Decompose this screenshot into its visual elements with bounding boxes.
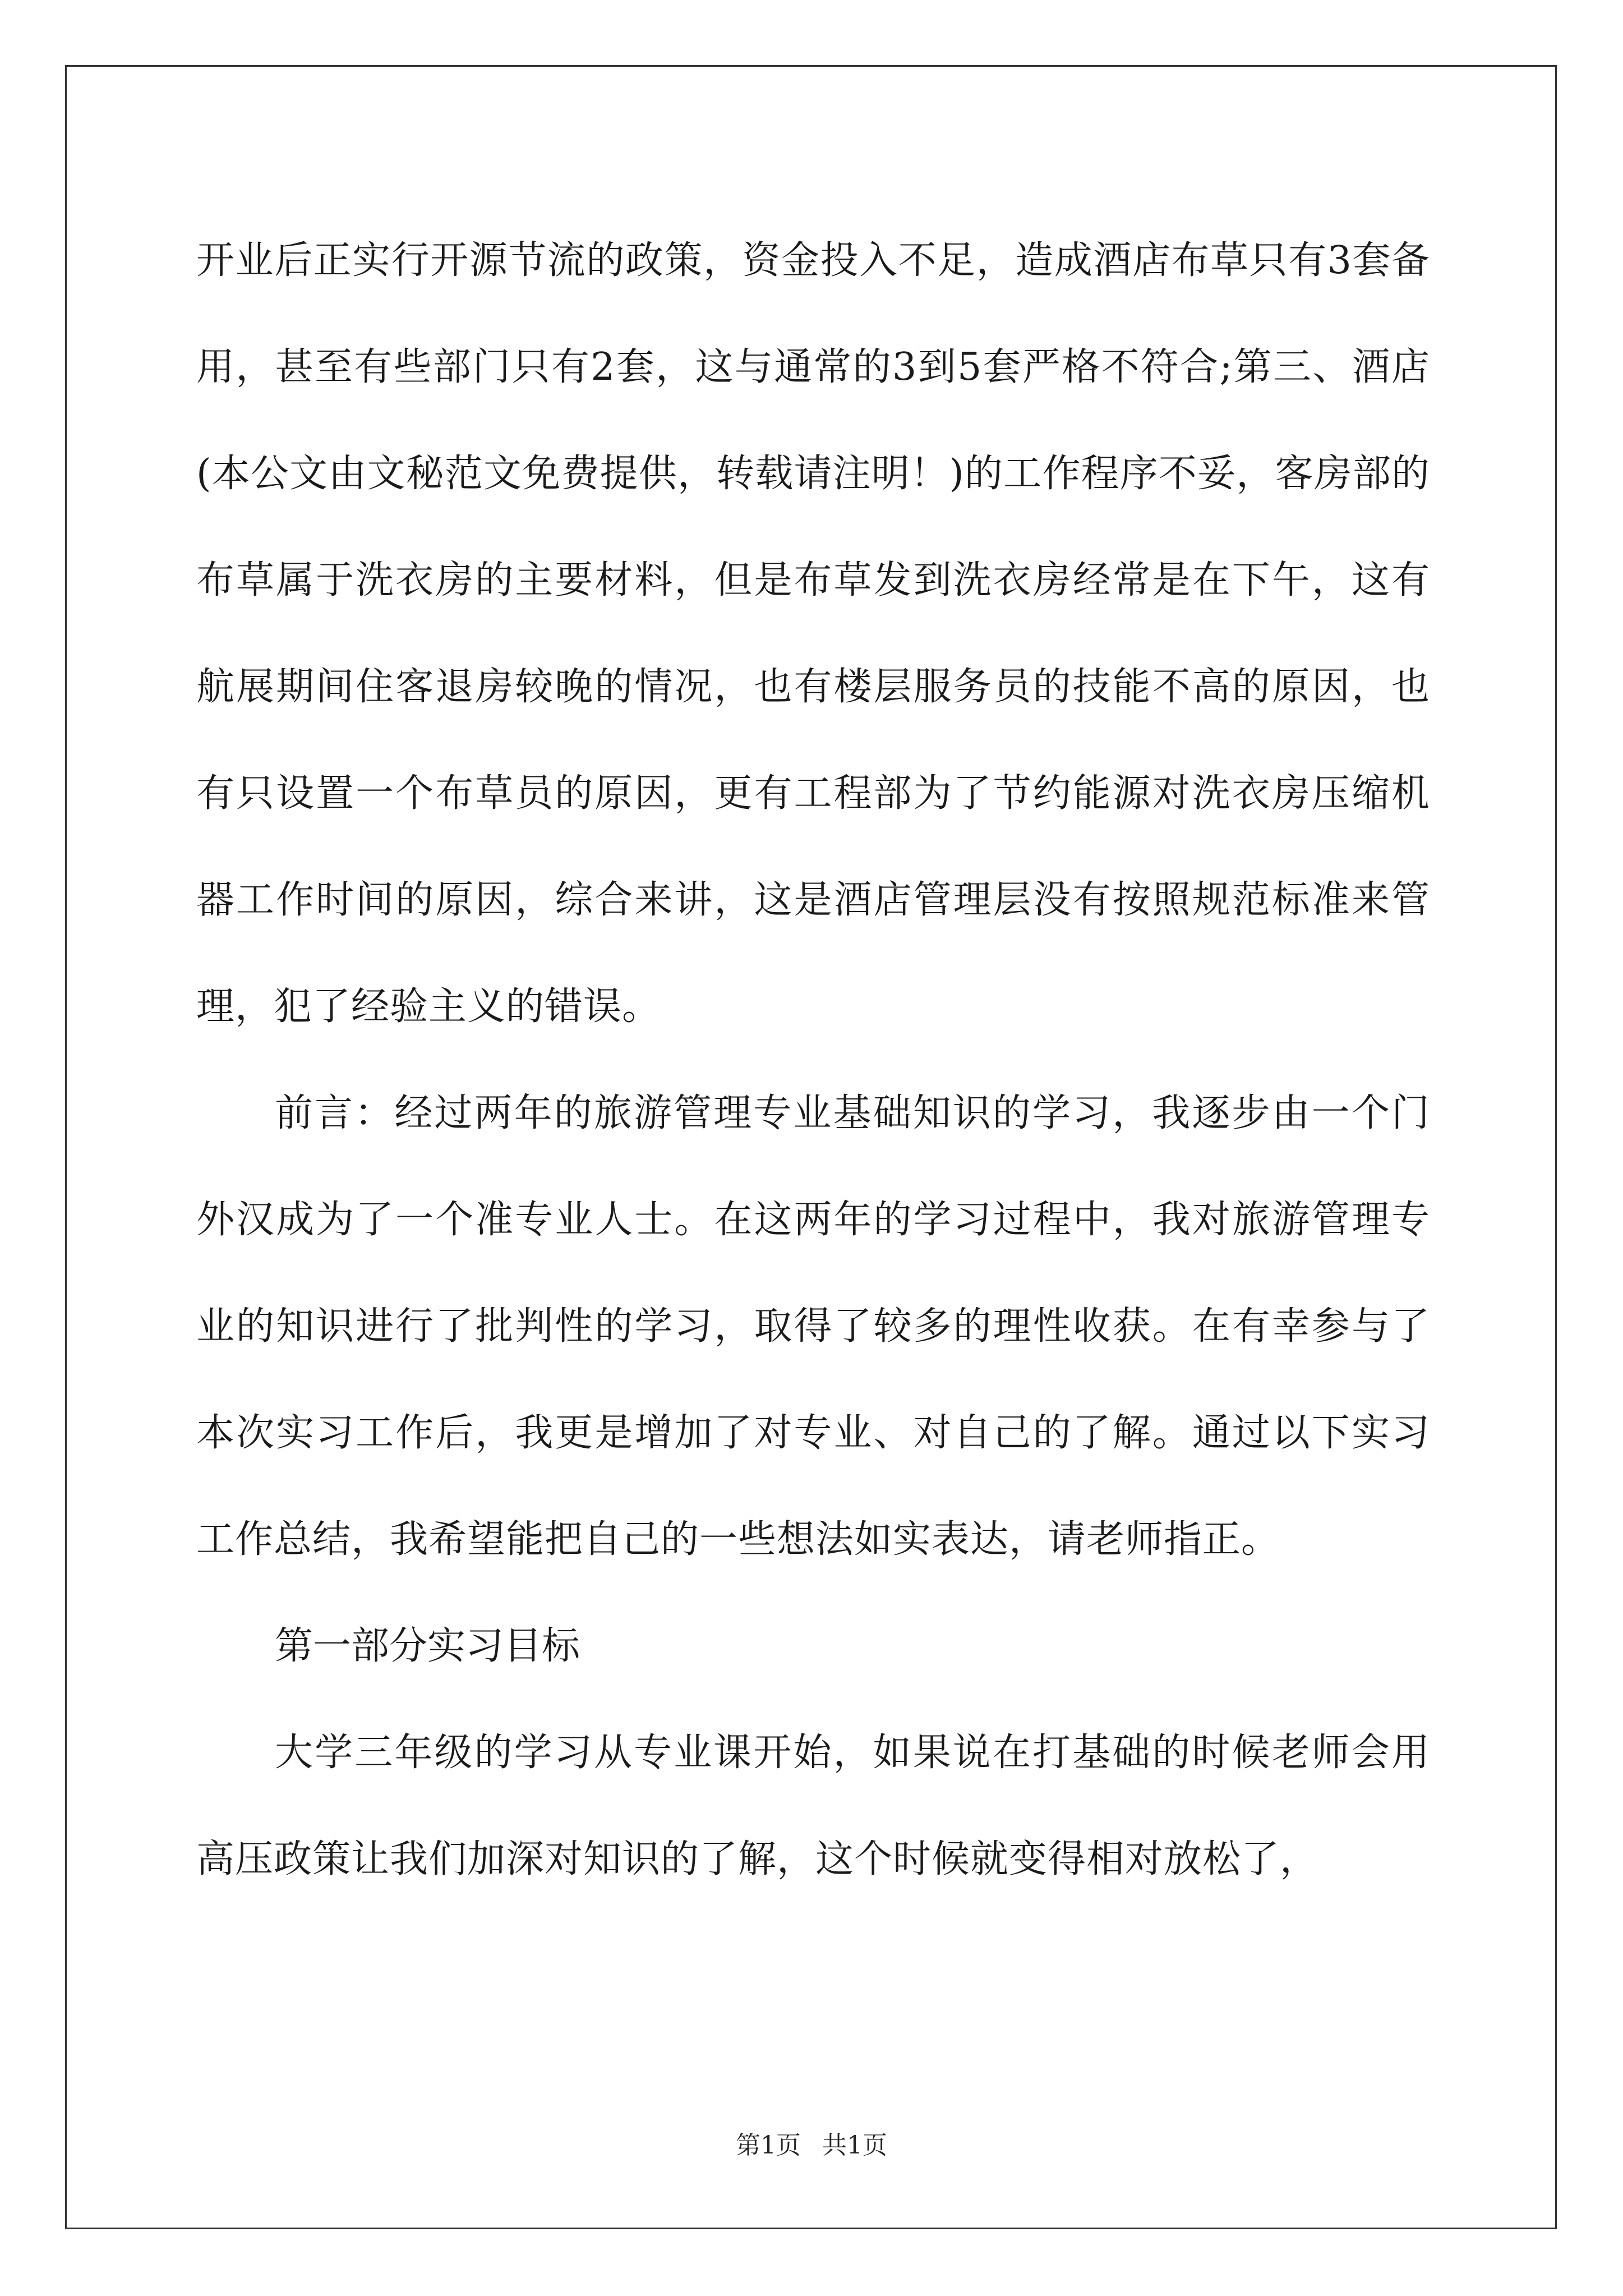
section-heading: 第一部分实习目标 — [275, 1624, 580, 1668]
page-total: 共1页 — [822, 2131, 887, 2160]
document-body — [196, 208, 1430, 1913]
paragraph-body: 大学三年级的学习从专业课开始，如果说在打基础的时候老师会用高压政策让我们加深对知识的了解，这个时候就变得相对放松了， — [196, 1731, 1430, 1881]
page-footer — [0, 2129, 1623, 2162]
paragraph-continuation: 开业后正实行开源节流的政策，资金投入不足，造成酒店布草只有3套备用，甚至有些部门只有2套，这与通常的3到5套严格不符合;第三、酒店(本公文由文秘范文免费提供，转载请注明！)的工作程序不妥，客房部的布草属于洗衣房的主要材料，但是布草发到洗衣房经常是在下午，这有航展期间住客退房较晚的情况，也有楼层服务员的技能不高的原因，也有只设置一个布草员的原因，更有工程部为了节约能源对洗衣房压缩机器工作时间的原因，综合来讲，这是酒店管理层没有按照规范标准来管理，犯了经验主义的错误。 — [196, 238, 1430, 1029]
page-number: 第1页 — [736, 2131, 801, 2160]
paragraph-preface: 前言：经过两年的旅游管理专业基础知识的学习，我逐步由一个门外汉成为了一个准专业人士。在这两年的学习过程中，我对旅游管理专业的知识进行了批判性的学习，取得了较多的理性收获。在有幸参与了本次实习工作后，我更是增加了对专业、对自己的了解。通过以下实习工作总结，我希望能把自己的一些想法如实表达，请老师指正。 — [196, 1091, 1430, 1562]
